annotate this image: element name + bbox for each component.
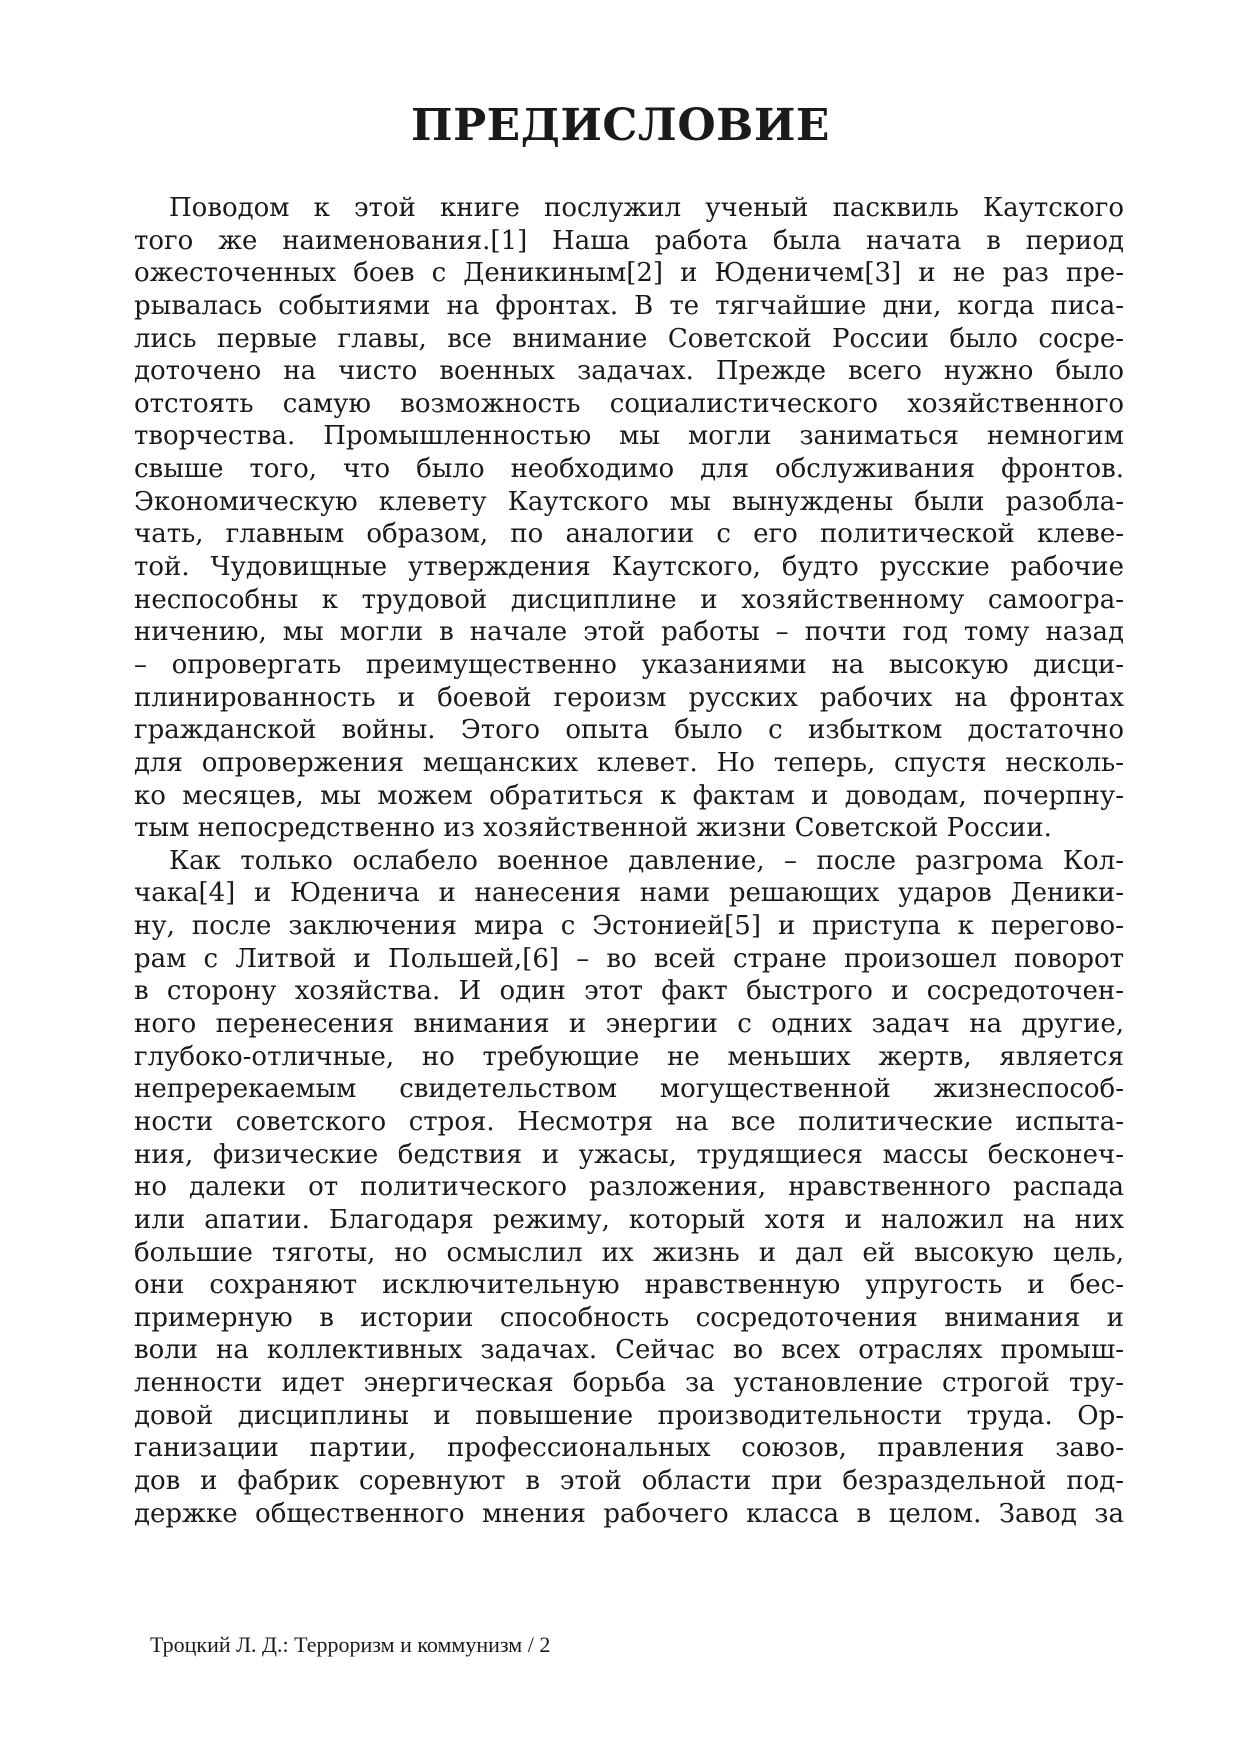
text-line: отстоять самую возможность социалистического хозяйственного: [134, 388, 1124, 419]
body-text: [134, 192, 1124, 1530]
text-line: или апатии. Благодаря режиму, который хотя и наложил на них: [134, 1204, 1124, 1235]
text-line: в сторону хозяйства. И один этот факт быстрого и сосредоточен-: [134, 976, 1124, 1007]
text-line: чака[4] и Юденича и нанесения нами решающих ударов Деники-: [134, 878, 1124, 909]
text-line: держке общественного мнения рабочего класса в целом. Завод за: [134, 1498, 1124, 1529]
text-line: доточено на чисто военных задачах. Прежде всего нужно было: [134, 356, 1124, 387]
text-line: ганизации партии, профессиональных союзов, правления заво-: [134, 1433, 1124, 1464]
text-line: ничению, мы могли в начале этой работы – почти год тому назад: [134, 617, 1124, 648]
page-footer: Троцкий Л. Д.: Терроризм и коммунизм / 2: [150, 1632, 551, 1657]
text-line: Экономическую клевету Каутского мы вынуждены были разобла-: [134, 486, 1124, 517]
text-line: ния, физические бедствия и ужасы, трудящиеся массы бесконеч-: [134, 1139, 1124, 1170]
text-line: примерную в истории способность сосредоточения внимания и: [134, 1302, 1124, 1333]
text-line: но далеки от политического разложения, нравственного распада: [134, 1172, 1124, 1203]
text-line: того же наименования.[1] Наша работа была начата в период: [134, 225, 1124, 256]
text-line: рам с Литвой и Польшей,[6] – во всей стране произошел поворот: [134, 943, 1124, 974]
text-line: ко месяцев, мы можем обратиться к фактам и доводам, почерпну-: [134, 780, 1124, 811]
text-line: творчества. Промышленностью мы могли заниматься немногим: [134, 421, 1124, 452]
page-title: ПРЕДИСЛОВИЕ: [411, 100, 830, 151]
text-line: ожесточенных боев с Деникиным[2] и Юденичем[3] и не раз пре-: [134, 258, 1124, 289]
text-line: ленности идет энергическая борьба за установление строгой тру-: [134, 1368, 1124, 1399]
text-line: той. Чудовищные утверждения Каутского, будто русские рабочие: [134, 552, 1124, 583]
text-line: Как только ослабело военное давление, – после разгрома Кол-: [169, 845, 1124, 876]
text-line: чать, главным образом, по аналогии с его политической клеве-: [134, 519, 1124, 550]
text-line: рывалась событиями на фронтах. В те тягчайшие дни, когда писа-: [134, 290, 1124, 321]
text-line: непререкаемым свидетельством могущественной жизнеспособ-: [134, 1074, 1124, 1105]
text-line: они сохраняют исключительную нравственную упругость и бес-: [134, 1270, 1124, 1301]
text-line: плинированность и боевой героизм русских рабочих на фронтах: [134, 682, 1124, 713]
text-line: неспособны к трудовой дисциплине и хозяйственному самоогра-: [134, 584, 1124, 615]
text-line: – опровергать преимущественно указаниями на высокую дисци-: [134, 649, 1124, 680]
text-line: воли на коллективных задачах. Сейчас во всех отраслях промыш-: [134, 1335, 1124, 1366]
text-line: тым непосредственно из хозяйственной жизни Советской России.: [134, 813, 1052, 844]
text-line: лись первые главы, все внимание Советской России было сосре-: [134, 323, 1124, 354]
text-line: для опровержения мещанских клевет. Но теперь, спустя несколь-: [134, 747, 1124, 778]
text-line: гражданской войны. Этого опыта было с избытком достаточно: [134, 715, 1124, 746]
text-line: дов и фабрик соревнуют в этой области при безраздельной под-: [134, 1465, 1124, 1496]
text-line: ного перенесения внимания и энергии с одних задач на другие,: [134, 1009, 1124, 1040]
text-line: Поводом к этой книге послужил ученый пасквиль Каутского: [169, 193, 1124, 223]
text-line: свыше того, что было необходимо для обслуживания фронтов.: [134, 454, 1124, 485]
text-line: большие тяготы, но осмыслил их жизнь и дал ей высокую цель,: [134, 1237, 1124, 1268]
text-line: довой дисциплины и повышение производительности труда. Ор-: [134, 1400, 1124, 1431]
text-line: ности советского строя. Несмотря на все политические испыта-: [134, 1106, 1124, 1137]
text-line: ну, после заключения мира с Эстонией[5] и приступа к перегово-: [134, 911, 1124, 942]
text-line: глубоко-отличные, но требующие не меньших жертв, является: [134, 1041, 1124, 1072]
